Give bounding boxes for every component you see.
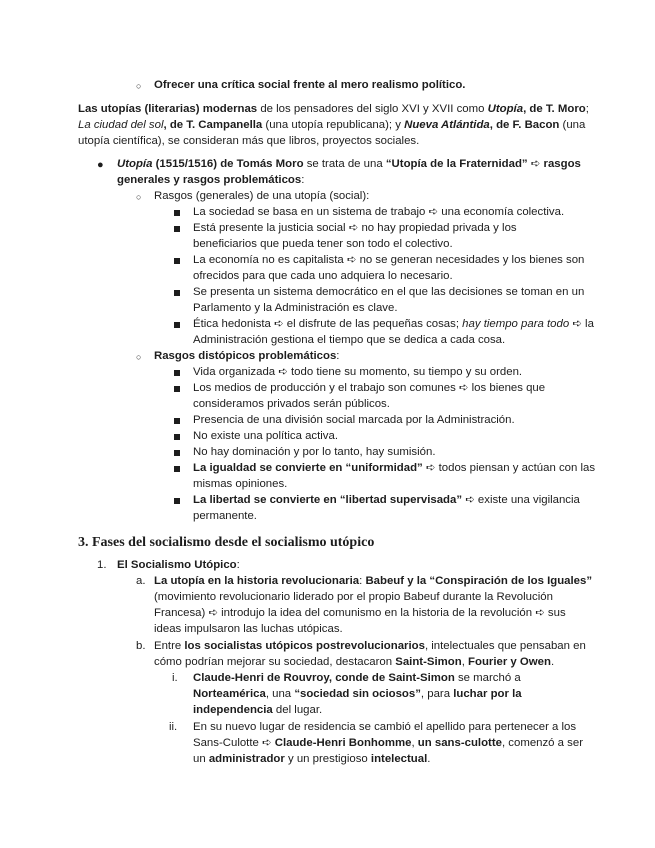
circle-bullet-icon: ○ [136, 192, 142, 202]
rasgo-general-3-line-2: ofrecidos para que cada uno adquiera lo necesario. [193, 270, 453, 282]
square-bullet-icon [174, 413, 180, 429]
intro-paragraph-line-2: La ciudad del sol, de T. Campanella (una utopía republicana); y Nueva Atlántida, de F. Bacon (una [78, 119, 586, 131]
square-bullet-icon [174, 445, 180, 461]
rasgo-general-4-line-2: Parlamento y la Administración es clave. [193, 302, 398, 314]
item-a-line-2: (movimiento revolucionario liderado por el propio Babeuf durante la Revolución [154, 591, 553, 603]
square-bullet-icon [174, 461, 180, 477]
item-ii-line-3: un administrador y un prestigioso intelectual. [193, 753, 431, 765]
item-b-line-1: Entre los socialistas utópicos postrevolucionarios, intelectuales que pensaban en [154, 640, 586, 652]
rasgo-general-3-line-1: La economía no es capitalista ➪ no se generan necesidades y los bienes son [193, 254, 585, 266]
list-number-1: 1. [97, 559, 107, 571]
item-a-line-3: Francesa) ➪ introdujo la idea del comunismo en la historia de la revolución ➪ sus [154, 607, 566, 619]
list-marker-a: a. [136, 575, 146, 587]
socialismo-utopico-title: El Socialismo Utópico: [117, 559, 240, 571]
rasgo-distopico-1: Vida organizada ➪ todo tiene su momento, su tiempo y su orden. [193, 366, 523, 378]
rasgo-distopico-7-line-2: permanente. [193, 510, 257, 522]
rasgo-general-2-line-2: beneficiarios que pueda tener son todo el colectivo. [193, 238, 453, 250]
square-bullet-icon [174, 365, 180, 381]
section-3-heading: 3. Fases del socialismo desde el socialismo utópico [78, 535, 375, 550]
item-a-line-4: ideas impulsaron las luchas utópicas. [154, 623, 343, 635]
intro-paragraph-line-3: utopía científica), se consideran más que libros, proyectos sociales. [78, 135, 420, 147]
circle-bullet-icon: ○ [136, 81, 142, 91]
intro-paragraph-line-1: Las utopías (literarias) modernas de los pensadores del siglo XVI y XVII como Utopía, de T. Moro; [78, 103, 589, 115]
rasgo-general-5-line-2: Administración gestiona el tiempo que se dedica a cada cosa. [193, 334, 506, 346]
square-bullet-icon [174, 221, 180, 237]
rasgo-distopico-5: No hay dominación y por lo tanto, hay sumisión. [193, 446, 436, 458]
utopia-moro-line-2: generales y rasgos problemáticos: [117, 174, 305, 186]
item-a-line-1: La utopía en la historia revolucionaria: Babeuf y la “Conspiración de los Iguales” [154, 575, 593, 587]
item-i-line-2: Norteamérica, una “sociedad sin ociosos”, para luchar por la [193, 688, 522, 700]
square-bullet-icon [174, 285, 180, 301]
bullet-dot-icon: ● [97, 159, 104, 171]
square-bullet-icon [174, 429, 180, 445]
rasgos-generales-title: Rasgos (generales) de una utopía (social): [154, 190, 370, 202]
square-bullet-icon [174, 317, 180, 333]
rasgo-distopico-4: No existe una política activa. [193, 430, 338, 442]
rasgo-distopico-3: Presencia de una división social marcada por la Administración. [193, 414, 515, 426]
item-b-line-2: cómo podrían mejorar su sociedad, destacaron Saint-Simon, Fourier y Owen. [154, 656, 555, 668]
square-bullet-icon [174, 381, 180, 397]
list-marker-b: b. [136, 640, 146, 652]
utopia-moro-line-1: Utopía (1515/1516) de Tomás Moro se trata de una “Utopía de la Fraternidad” ➪ rasgos [117, 158, 581, 170]
rasgo-general-1: La sociedad se basa en un sistema de trabajo ➪ una economía colectiva. [193, 206, 565, 218]
rasgo-distopico-6-line-2: mismas opiniones. [193, 478, 288, 490]
item-i-line-1: Claude-Henri de Rouvroy, conde de Saint-Simon se marchó a [193, 672, 521, 684]
item-ii-line-1: En su nuevo lugar de residencia se cambió el apellido para pertenecer a los [193, 721, 577, 733]
rasgo-distopico-2-line-1: Los medios de producción y el trabajo son comunes ➪ los bienes que [193, 382, 546, 394]
square-bullet-icon [174, 493, 180, 509]
critica-social-item: Ofrecer una crítica social frente al mero realismo político. [154, 79, 466, 91]
rasgos-distopicos-title: Rasgos distópicos problemáticos: [154, 350, 340, 362]
item-i-line-3: independencia del lugar. [193, 704, 323, 716]
rasgo-general-5-line-1: Ética hedonista ➪ el disfrute de las pequeñas cosas; hay tiempo para todo ➪ la [193, 318, 594, 330]
rasgo-distopico-6-line-1: La igualdad se convierte en “uniformidad” ➪ todos piensan y actúan con las [193, 462, 596, 474]
item-ii-line-2: Sans-Culotte ➪ Claude-Henri Bonhomme, un sans-culotte, comenzó a ser [193, 737, 584, 749]
rasgo-distopico-2-line-2: consideramos privados serán públicos. [193, 398, 390, 410]
rasgo-distopico-7-line-1: La libertad se convierte en “libertad supervisada” ➪ existe una vigilancia [193, 494, 580, 506]
square-bullet-icon [174, 253, 180, 269]
circle-bullet-icon: ○ [136, 352, 142, 362]
rasgo-general-2-line-1: Está presente la justicia social ➪ no hay propiedad privada y los [193, 222, 517, 234]
rasgo-general-4-line-1: Se presenta un sistema democrático en el que las decisiones se toman en un [193, 286, 585, 298]
square-bullet-icon [174, 205, 180, 221]
list-marker-i: i. [172, 672, 178, 684]
list-marker-ii: ii. [169, 721, 178, 733]
